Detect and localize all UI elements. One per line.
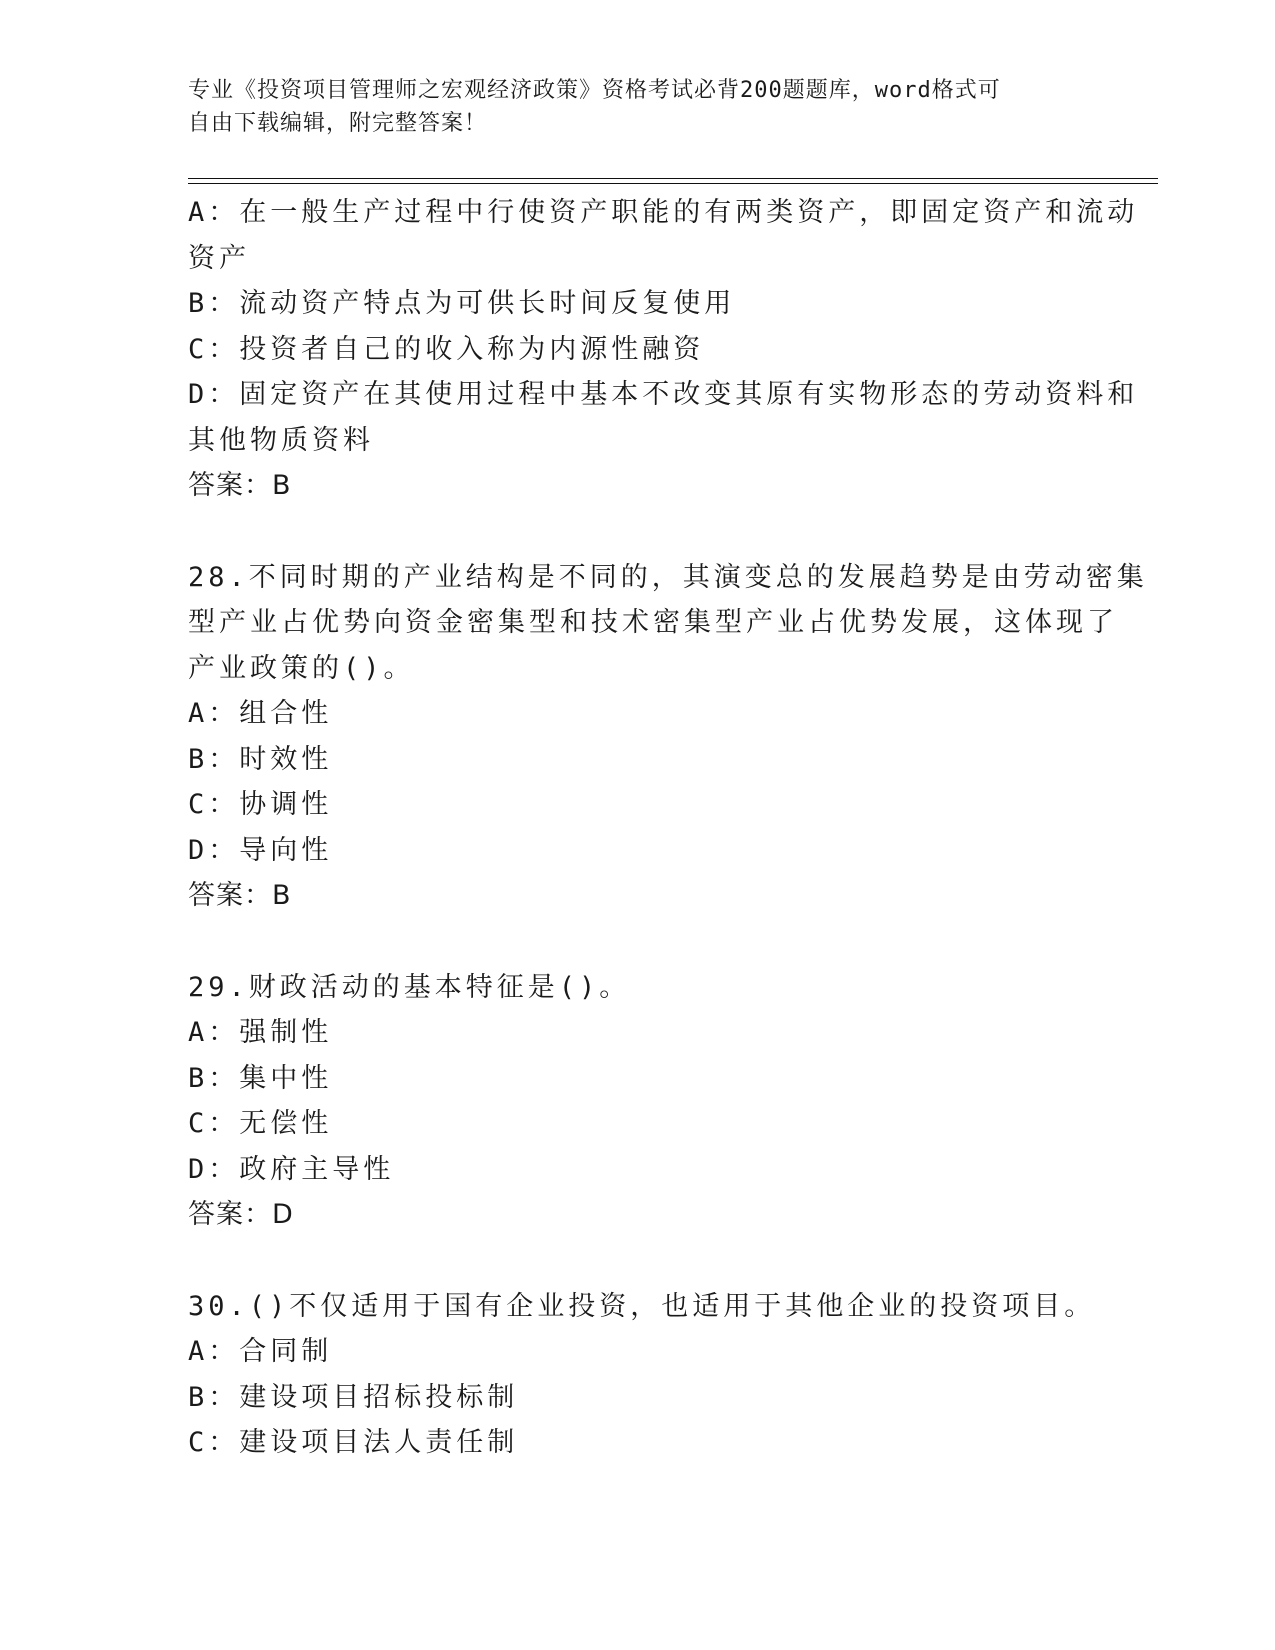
question-27-block — [188, 190, 1139, 509]
option-d: D：政府主导性 — [188, 1153, 395, 1185]
option-b: B：时效性 — [188, 743, 333, 775]
option-a: A：合同制 — [188, 1336, 333, 1367]
option-b: B：集中性 — [188, 1062, 333, 1094]
option-a-line-1: A：在一般生产过程中行使资产职能的有两类资产，即固定资产和流动 — [188, 197, 1139, 228]
option-a-line-2: 资产 — [188, 242, 250, 274]
option-c: C：建设项目法人责任制 — [188, 1427, 519, 1458]
header-rule-bottom — [188, 183, 1158, 184]
spacer — [188, 919, 1088, 965]
question-29-block — [188, 965, 1088, 1238]
option-d-line-1: D：固定资产在其使用过程中基本不改变其原有实物形态的劳动资料和 — [188, 379, 1139, 410]
option-c: C：投资者自己的收入称为内源性融资 — [188, 333, 705, 365]
question-stem-line-1: 28.不同时期的产业结构是不同的，其演变总的发展趋势是由劳动密集 — [188, 561, 1148, 593]
question-stem-line-2: 型产业占优势向资金密集型和技术密集型产业占优势发展，这体现了 — [188, 607, 1118, 638]
header-line-2: 自由下载编辑，附完整答案！ — [188, 111, 488, 136]
question-list — [188, 190, 1148, 1466]
answer: 答案：B — [188, 880, 292, 911]
question-28-block — [188, 555, 1148, 919]
option-d-line-2: 其他物质资料 — [188, 424, 374, 456]
option-d: D：导向性 — [188, 834, 333, 866]
option-b: B：流动资产特点为可供长时间反复使用 — [188, 288, 736, 319]
option-a: A：组合性 — [188, 698, 333, 729]
question-stem: 29.财政活动的基本特征是()。 — [188, 971, 631, 1003]
question-stem: 30.()不仅适用于国有企业投资，也适用于其他企业的投资项目。 — [188, 1290, 1096, 1322]
header-rule-top — [188, 178, 1158, 179]
question-30-block — [188, 1284, 1096, 1466]
answer: 答案：D — [188, 1199, 294, 1230]
spacer — [188, 1238, 1088, 1284]
document-header — [188, 74, 1068, 140]
header-line-1: 专业《投资项目管理师之宏观经济政策》资格考试必背200题题库，word格式可 — [188, 78, 1001, 103]
spacer — [188, 509, 1088, 555]
option-b: B：建设项目招标投标制 — [188, 1381, 519, 1413]
option-c: C：无偿性 — [188, 1108, 333, 1139]
option-a: A：强制性 — [188, 1017, 333, 1048]
answer: 答案：B — [188, 470, 292, 501]
option-c: C：协调性 — [188, 789, 333, 820]
question-stem-line-3: 产业政策的()。 — [188, 652, 415, 684]
